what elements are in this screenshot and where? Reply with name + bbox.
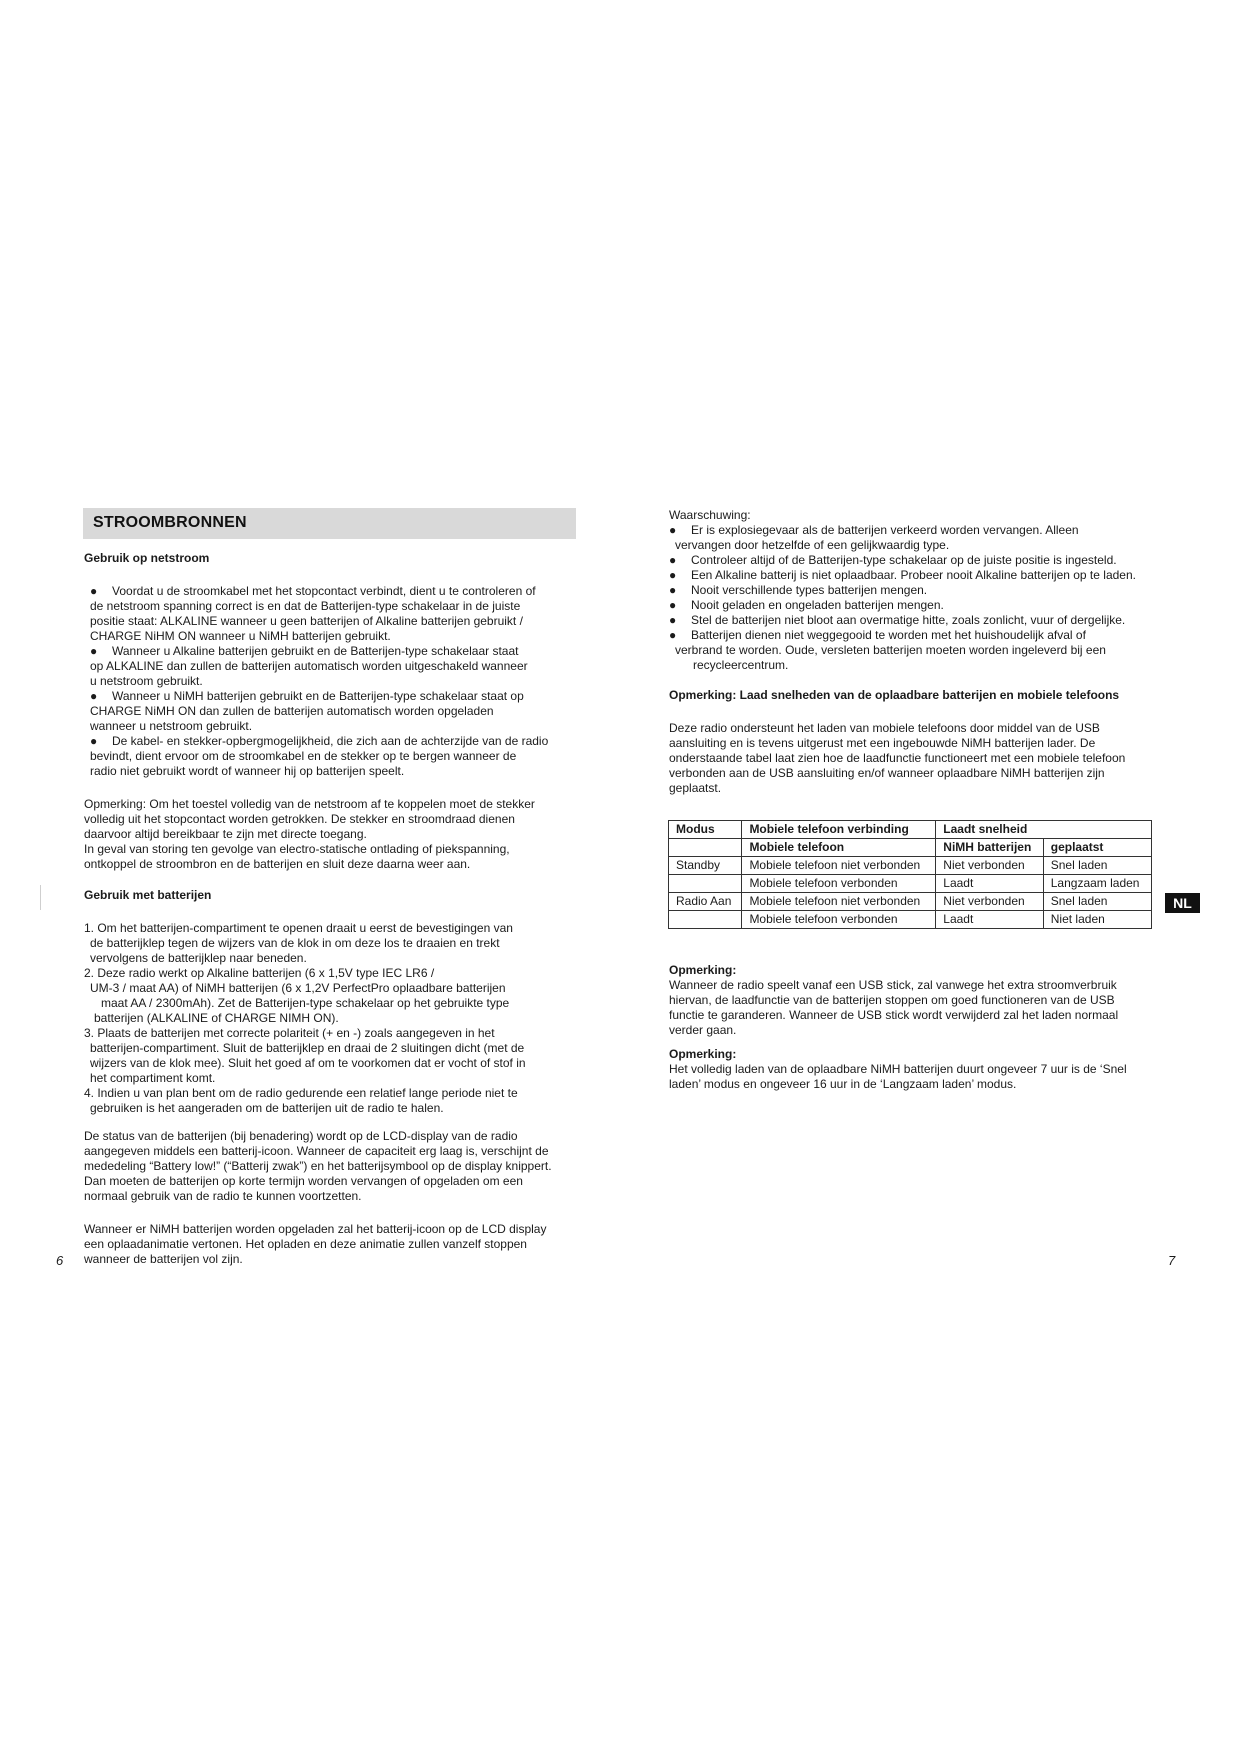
list-item: ● De kabel- en stekker-opbergmogelijkheid, die zich aan de achterzijde van de radio bevindt, dient ervoor om de stroomkabel en de stekker op te bergen wanneer de radio niet gebruikt wordt of wanneer hij op batterijen speelt.: [90, 734, 549, 778]
battery-steps-list: [84, 921, 576, 1116]
list-item: ● Batterijen dienen niet weggegooid te worden met het huishoudelijk afval of verbrand te worden. Oude, versleten batterijen moeten worden ingeleverd bij een recycleercentrum.: [669, 628, 1106, 672]
list-item: 4. Indien u van plan bent om de radio gedurende een relatief lange periode niet te gebruiken is het aangeraden om de batterijen uit de radio te halen.: [84, 1086, 518, 1115]
table-header-row: Mobiele telefoon NiMH batterijen geplaatst: [669, 839, 1152, 857]
list-item: ● Controleer altijd of de Batterijen-type schakelaar op de juiste positie is ingesteld.: [669, 553, 1117, 567]
table-row: Mobiele telefoon verbonden Laadt Niet laden: [669, 911, 1152, 929]
left-page-column: [84, 508, 576, 1267]
subheading-charge-speeds: Opmerking: Laad snelheden van de oplaadbare batterijen en mobiele telefoons: [669, 688, 1120, 702]
page-number-right: 7: [1168, 1253, 1176, 1268]
note-usb-title: Opmerking:: [669, 963, 737, 977]
list-item: ● Wanneer u NiMH batterijen gebruikt en de Batterijen-type schakelaar staat op CHARGE NiMH ON dan zullen de batterijen automatisch worden opgeladen wanneer u netstroom gebruikt.: [90, 689, 524, 733]
table-header-row: Modus Mobiele telefoon verbinding Laadt snelheid: [669, 821, 1152, 839]
nimh-charging-paragraph: Wanneer er NiMH batterijen worden opgeladen zal het batterij-icoon op de LCD display een oplaadanimatie vertonen. Het opladen en deze animatie zullen vanzelf stoppen wanneer de batterijen vol zijn.: [84, 1222, 547, 1266]
language-tab-nl: NL: [1165, 893, 1200, 913]
mains-bullet-list: [84, 584, 576, 779]
list-item: ● Nooit geladen en ongeladen batterijen mengen.: [669, 598, 944, 612]
list-item: 2. Deze radio werkt op Alkaline batterijen (6 x 1,5V type IEC LR6 / UM-3 / maat AA) of NiMH batterijen (6 x 1,2V PerfectPro oplaadbare batterijen maat AA / 2300mAh). Zet de Batterijen-type schakelaar op het gebruikte type batterijen (ALKALINE of CHARGE NIMH ON).: [84, 966, 510, 1025]
table-row: Standby Mobiele telefoon niet verbonden Niet verbonden Snel laden: [669, 857, 1152, 875]
charge-speed-table: [668, 820, 1152, 929]
mains-note: Opmerking: Om het toestel volledig van de netstroom af te koppelen moet de stekker volledig uit het stopcontact worden getrokken. De stekker en stroomdraad dienen daarvoor altijd bereikbaar te zijn met directe toegang. In geval van storing ten gevolge van electro-statische ontlading of piekspanning, ontkoppel de stroombron en de batterijen en sluit deze daarna weer aan.: [84, 797, 535, 871]
warning-list: [669, 523, 1163, 673]
page-number-left: 6: [56, 1253, 64, 1268]
table-row: Mobiele telefoon verbonden Laadt Langzaam laden: [669, 875, 1152, 893]
subheading-mains: Gebruik op netstroom: [84, 551, 210, 565]
list-item: ● Wanneer u Alkaline batterijen gebruikt en de Batterijen-type schakelaar staat op ALKALINE dan zullen de batterijen automatisch worden uitgeschakeld wanneer u netstroom gebruikt.: [90, 644, 528, 688]
warning-title: Waarschuwing:: [669, 508, 751, 522]
note-charge-time-title: Opmerking:: [669, 1047, 737, 1061]
note-usb-paragraph: Wanneer de radio speelt vanaf een USB stick, zal vanwege het extra stroomverbruik hiervan, de laadfunctie van de batterijen stoppen om goed functioneren van de USB functie te garanderen. Wanneer de USB stick wordt verwijderd zal het laden normaal verder gaan.: [669, 978, 1119, 1037]
battery-status-paragraph: De status van de batterijen (bij benadering) wordt op de LCD-display van de radio aangegeven middels een batterij-icoon. Wanneer de capaciteit erg laag is, verschijnt de mededeling “Battery low!” (“Batterij zwak”) en het batterijsymbool op de display knippert. Dan moeten de batterijen op korte termijn worden vervangen of opgeladen om een normaal gebruik van de radio te kunnen voortzetten.: [84, 1129, 552, 1203]
list-item: ● Nooit verschillende types batterijen mengen.: [669, 583, 928, 597]
section-heading: STROOMBRONNEN: [83, 508, 576, 539]
list-item: ● Stel de batterijen niet bloot aan overmatige hitte, zoals zonlicht, vuur of dergelijke.: [669, 613, 1126, 627]
subheading-batteries: Gebruik met batterijen: [84, 888, 212, 902]
scan-artifact: [40, 885, 41, 910]
note-charge-time-paragraph: Het volledig laden van de oplaadbare NiMH batterijen duurt ongeveer 7 uur is de ‘Snel laden’ modus en ongeveer 16 uur in de ‘Langzaam laden’ modus.: [669, 1062, 1127, 1091]
list-item: ● Er is explosiegevaar als de batterijen verkeerd worden vervangen. Alleen vervangen door hetzelfde of een gelijkwaardig type.: [669, 523, 1079, 552]
table-row: Radio Aan Mobiele telefoon niet verbonden Niet verbonden Snel laden: [669, 893, 1152, 911]
list-item: 3. Plaats de batterijen met correcte polariteit (+ en -) zoals aangegeven in het batterijen-compartiment. Sluit de batterijklep en draai de 2 sluitingen dicht (met de wijzers van de klok mee). Sluit het goed af om te voorkomen dat er vocht of stof in het compartiment komt.: [84, 1026, 526, 1085]
usb-charging-paragraph: Deze radio ondersteunt het laden van mobiele telefoons door middel van de USB aansluiting en is tevens uitgerust met een ingebouwde NiMH batterijen lader. De onderstaande tabel laat zien hoe de laadfunctie functioneert met een mobiele telefoon verbonden aan de USB aansluiting en/of wanneer oplaadbare NiMH batterijen zijn geplaatst.: [669, 721, 1126, 795]
list-item: ● Voordat u de stroomkabel met het stopcontact verbindt, dient u te controleren of de netstroom spanning correct is en dat de Batterijen-type schakelaar in de juiste positie staat: ALKALINE wanneer u geen batterijen of Alkaline batterijen gebruikt / CHARGE NiHM ON wanneer u NiMH batterijen gebruikt.: [90, 584, 536, 643]
list-item: ● Een Alkaline batterij is niet oplaadbaar. Probeer nooit Alkaline batterijen op te laden.: [669, 568, 1136, 582]
list-item: 1. Om het batterijen-compartiment te openen draait u eerst de bevestigingen van de batterijklep tegen de wijzers van de klok in om deze los te draaien en trekt vervolgens de batterijklep naar beneden.: [84, 921, 513, 965]
right-page-column: [669, 508, 1163, 1092]
